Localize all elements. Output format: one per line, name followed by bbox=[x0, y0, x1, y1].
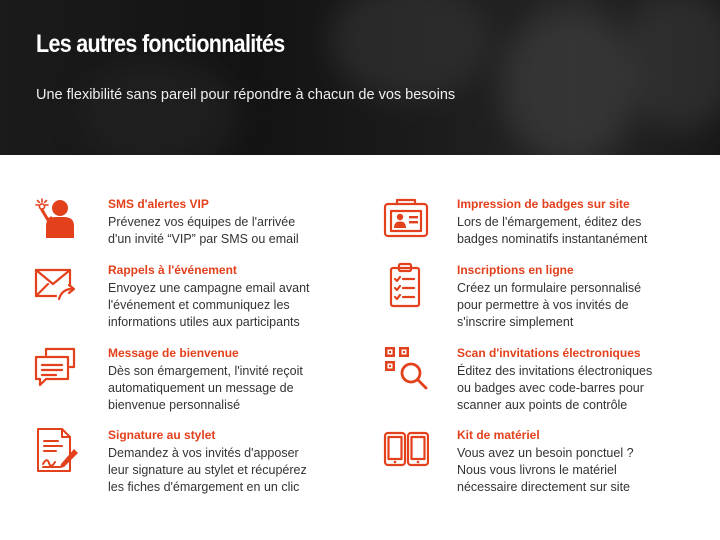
feature-title: Message de bienvenue bbox=[108, 346, 239, 360]
feature-description: Dès son émargement, l'invité reçoit automatiquement un message de bienvenue personnalisé bbox=[108, 364, 303, 412]
badge-card-icon bbox=[383, 196, 429, 242]
feature-description: Envoyez une campagne email avant l'événement et communiquez les informations utiles aux participants bbox=[108, 281, 310, 329]
feature-title: Rappels à l'événement bbox=[108, 263, 237, 277]
feature-description: Vous avez un besoin ponctuel ? Nous vous livrons le matériel nécessaire directement sur site bbox=[457, 446, 634, 494]
feature-title: Kit de matériel bbox=[457, 428, 540, 442]
document-signature-icon bbox=[34, 427, 80, 473]
clipboard-checklist-icon bbox=[383, 262, 429, 308]
feature-title: Impression de badges sur site bbox=[457, 197, 630, 211]
email-send-icon bbox=[34, 262, 80, 308]
vip-person-icon bbox=[34, 196, 80, 242]
feature-title: Scan d'invitations électroniques bbox=[457, 346, 641, 360]
feature-description: Éditez des invitations électroniques ou badges avec code-barres pour scanner aux points de contrôle bbox=[457, 364, 653, 412]
feature-description: Prévenez vos équipes de l'arrivée d'un invité “VIP” par SMS ou email bbox=[108, 215, 299, 246]
feature-title: Inscriptions en ligne bbox=[457, 263, 574, 277]
feature-title: SMS d'alertes VIP bbox=[108, 197, 209, 211]
page-title: Les autres fonctionnalités bbox=[36, 30, 285, 58]
qr-scan-icon bbox=[383, 345, 429, 391]
feature-description: Créez un formulaire personnalisé pour permettre à vos invités de s'inscrire simplement bbox=[457, 281, 642, 329]
page-subtitle: Une flexibilité sans pareil pour répondre à chacun de vos besoins bbox=[36, 87, 456, 103]
chat-bubbles-icon bbox=[34, 345, 80, 391]
feature-title: Signature au stylet bbox=[108, 428, 216, 442]
tablets-icon bbox=[383, 427, 429, 473]
feature-description: Demandez à vos invités d'apposer leur signature au stylet et récupérez les fiches d'émargement en un clic bbox=[108, 446, 307, 494]
background-photo-overlay bbox=[0, 0, 720, 155]
feature-description: Lors de l'émargement, éditez des badges nominatifs instantanément bbox=[457, 215, 648, 246]
header-banner bbox=[0, 0, 720, 155]
